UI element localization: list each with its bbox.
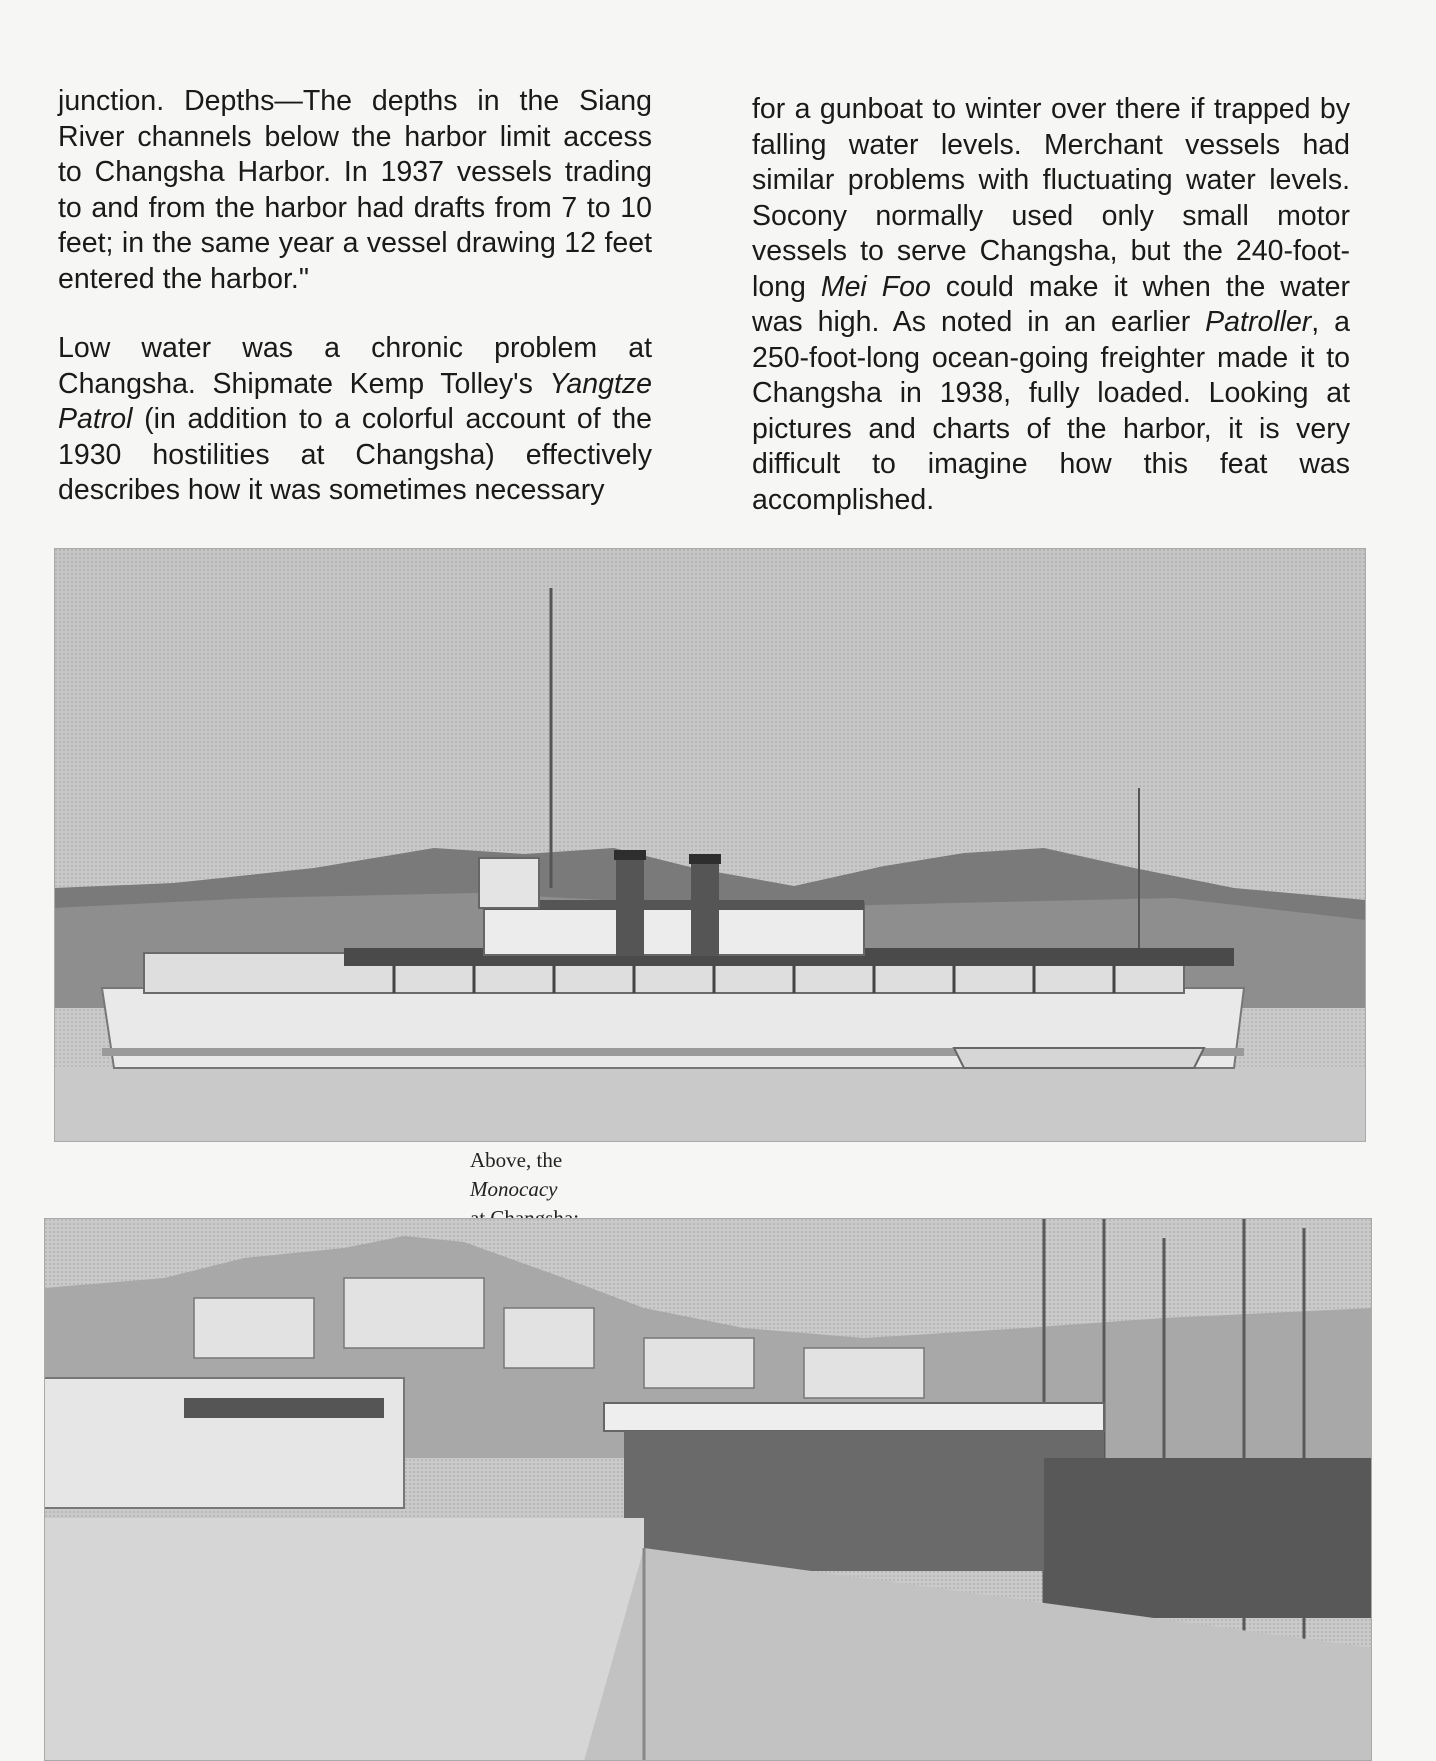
photo-changsha-harbor: [44, 1218, 1372, 1761]
paragraph-low-water: Low water was a chronic problem at Changsha. Shipmate Kemp Tolley's Yangtze Patrol (in addition to a colorful account of the 1930 hostilities at Changsha) effectively describes how it was sometimes necessary: [58, 332, 652, 506]
left-text-column: [58, 84, 652, 509]
right-text-column: [752, 92, 1350, 518]
book-title-yangtze-patrol: Yangtze Patrol: [58, 367, 652, 435]
caption-line-1: Above, the Monocacy: [470, 1148, 563, 1201]
harbor-illustration: [44, 1218, 1372, 1761]
paragraph-depths: junction. Depths—The depths in the Siang River channels below the harbor limit access to Changsha Harbor. In 1937 vessels trading to and from the harbor had drafts from 7 to 10 feet; in the same year a vessel drawing 12 feet entered the harbor.": [58, 85, 652, 295]
gunboat-illustration: [54, 548, 1366, 1142]
ship-name-mei-foo: Mei Foo: [820, 270, 931, 303]
paragraph-merchant-vessels: for a gunboat to winter over there if trapped by falling water levels. Merchant vessels had similar problems with fluctuating water levels. Socony normally used only small motor vessels to serve Changsha, but the 240-foot-long Mei Foo could make it when the water was high. As noted in an earlier Patroller, a 250-foot-long ocean-going freighter made it to Changsha in 1938, fully loaded. Looking at pictures and charts of the harbor, it is very difficult to imagine how this feat was accomplished.: [752, 93, 1351, 516]
publication-patroller: Patroller: [1205, 306, 1312, 338]
caption-ship-name: Monocacy: [470, 1177, 558, 1201]
photo-monocacy-gunboat: [54, 548, 1366, 1142]
